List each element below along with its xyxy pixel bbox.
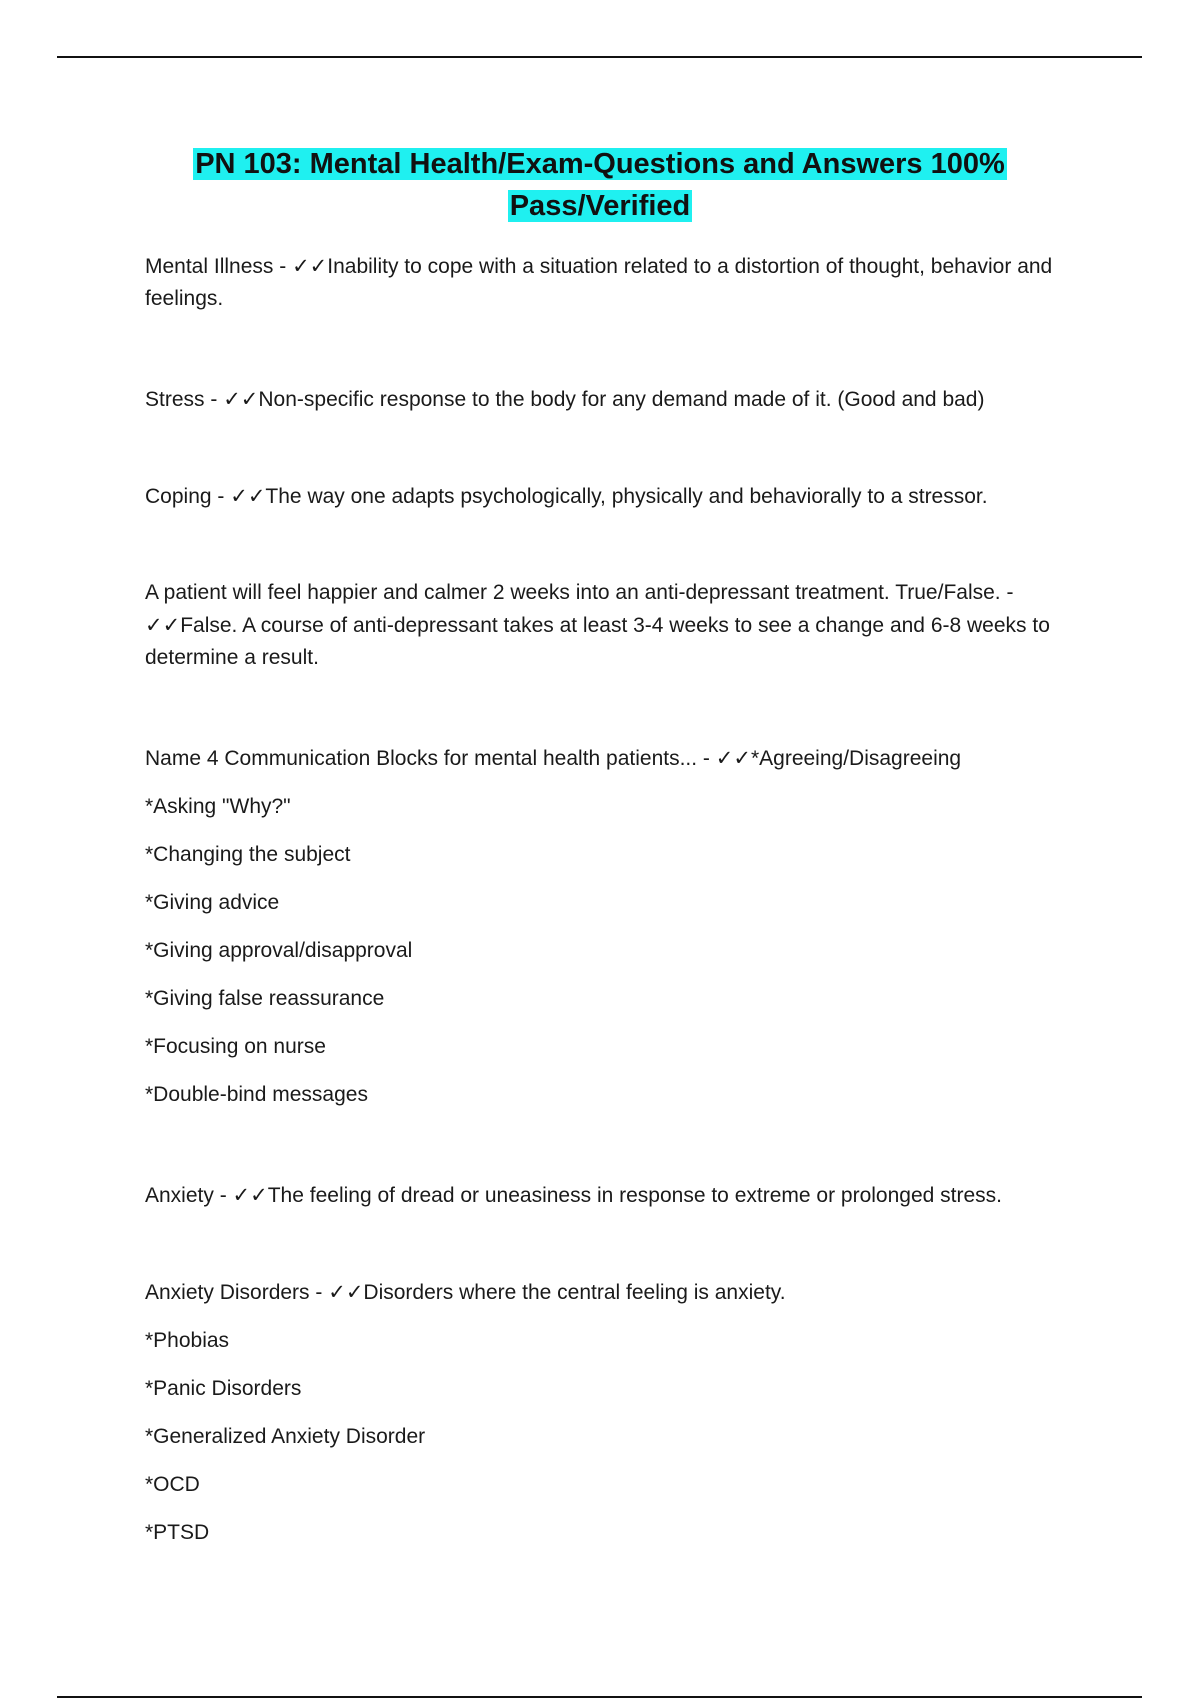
list-item: *Giving advice [145,891,280,914]
qa-term: Mental Illness - [145,255,293,278]
qa-term: Name 4 Communication Blocks for mental health patients... - [145,747,716,770]
qa-item-stress [145,383,1065,416]
qa-term: Anxiety Disorders - [145,1281,329,1304]
double-check-icon: ✓✓ [715,746,751,770]
top-rule [57,56,1142,58]
qa-list [145,250,1065,1549]
list-item: *OCD [145,1473,200,1496]
list-item: *Giving false reassurance [145,987,385,1010]
qa-item-anxiety-disorders [145,1276,1065,1309]
double-check-icon: ✓✓ [292,254,328,278]
list-item: *Changing the subject [145,843,351,866]
qa-item-mental-illness [145,250,1065,315]
qa-answer: The feeling of dread or uneasiness in response to extreme or prolonged stress. [267,1184,1002,1207]
list-item: *Giving approval/disapproval [145,939,413,962]
qa-term: Anxiety - [145,1184,233,1207]
title-line-2: Pass/Verified [509,190,691,222]
qa-answer: *Agreeing/Disagreeing [750,747,962,770]
list-item: *Asking "Why?" [145,795,291,818]
qa-answer: Inability to cope with a situation related to a distortion of thought, behavior and feelings. [145,255,1053,310]
list-item: *Generalized Anxiety Disorder [145,1425,426,1448]
double-check-icon: ✓✓ [145,613,181,637]
double-check-icon: ✓✓ [232,1183,268,1207]
qa-term: A patient will feel happier and calmer 2 weeks into an anti-depressant treatment. True/False. - [145,581,1014,604]
document-title [0,143,1200,227]
list-item: *PTSD [145,1521,210,1544]
list-item: *Phobias [145,1329,230,1352]
list-item: *Double-bind messages [145,1083,368,1106]
qa-term: Stress - [145,388,224,411]
qa-item-antidepressant [145,577,1065,674]
bottom-rule [57,1696,1142,1698]
double-check-icon: ✓✓ [230,484,266,508]
qa-answer: Non-specific response to the body for any demand made of it. (Good and bad) [258,388,985,411]
title-line-1: PN 103: Mental Health/Exam-Questions and Answers 100% [195,148,1005,180]
list-item: *Focusing on nurse [145,1035,326,1058]
double-check-icon: ✓✓ [223,387,259,411]
qa-item-coping [145,480,1065,513]
qa-answer: The way one adapts psychologically, physically and behaviorally to a stressor. [265,485,988,508]
qa-term: Coping - [145,485,231,508]
qa-answer: Disorders where the central feeling is anxiety. [363,1281,786,1304]
list-item: *Panic Disorders [145,1377,302,1400]
qa-answer: False. A course of anti-depressant takes at least 3-4 weeks to see a change and 6-8 weeks to determine a result. [145,614,1050,669]
double-check-icon: ✓✓ [328,1280,364,1304]
qa-item-communication-blocks [145,742,1065,775]
qa-item-anxiety [145,1179,1065,1212]
